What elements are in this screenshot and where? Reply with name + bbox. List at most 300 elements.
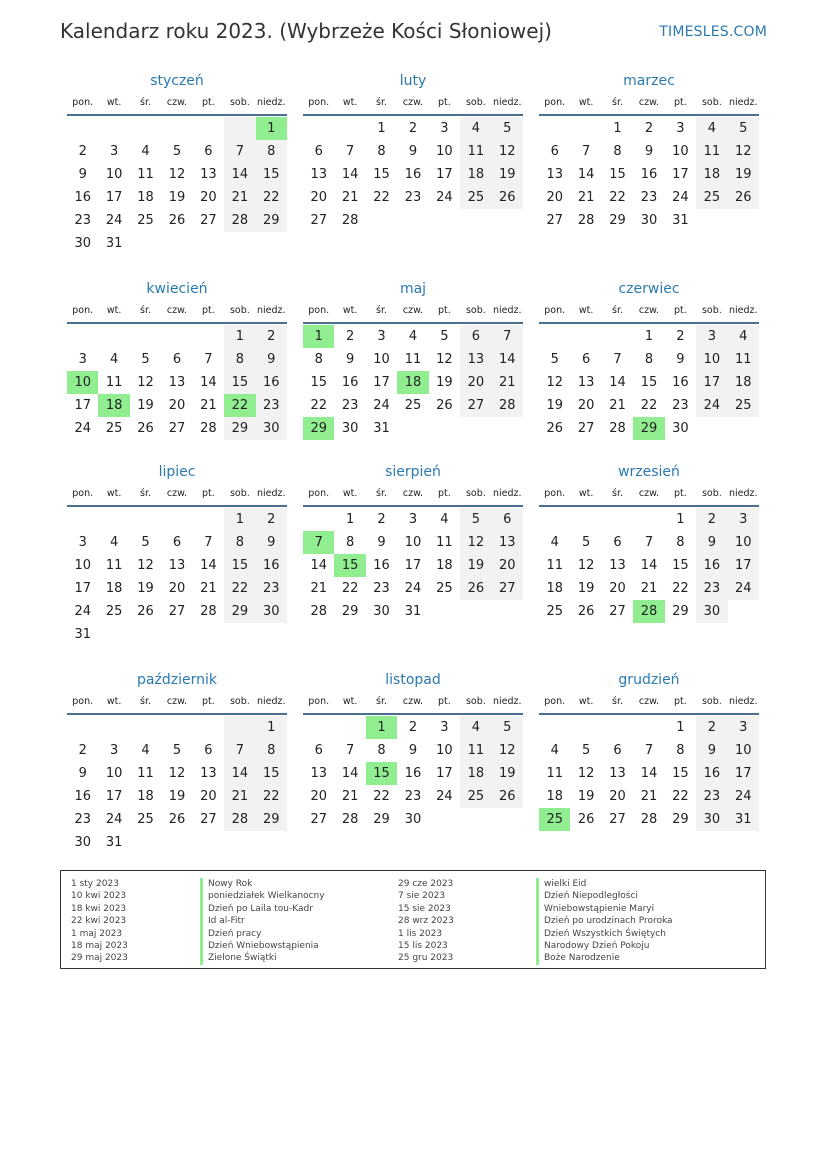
month-name: grudzień — [618, 672, 680, 688]
day-cell: 20 — [168, 581, 186, 596]
empty-cell — [366, 209, 397, 232]
weekday-label: śr. — [140, 305, 152, 316]
day-cell: 30 — [256, 417, 287, 440]
weekday-label: pt. — [438, 305, 451, 316]
day-cell: 3 — [109, 144, 119, 159]
empty-cell — [224, 117, 255, 140]
day-cell: 15 — [310, 375, 327, 390]
day-cell: 12 — [492, 739, 523, 762]
day-cell: 18 — [460, 762, 491, 785]
day-cell: 3 — [676, 121, 685, 136]
day-cell: 26 — [492, 785, 523, 808]
day-cell: 16 — [404, 167, 422, 182]
weekday-header — [67, 691, 287, 715]
day-cell: 10 — [696, 348, 727, 371]
day-cell: 23 — [404, 789, 422, 804]
day-cell: 6 — [314, 743, 323, 758]
day-cell: 19 — [168, 190, 186, 205]
day-cell: 6 — [204, 144, 213, 159]
day-cell: 9 — [78, 766, 87, 781]
weekday-label: pon. — [544, 305, 566, 316]
weekday-label: wt. — [106, 488, 122, 499]
weekday-label: niedz. — [729, 97, 758, 108]
day-cell: 23 — [74, 213, 91, 228]
day-cell: 23 — [672, 398, 689, 413]
day-cell: 11 — [436, 535, 453, 550]
day-cell: 8 — [613, 144, 622, 159]
legend-holiday-name: Narodowy Dzień Pokoju — [536, 940, 673, 952]
day-cell: 29 — [224, 600, 255, 623]
weekday-label: pon. — [308, 696, 330, 707]
day-cell: 15 — [373, 167, 390, 182]
weekday-header — [67, 483, 287, 507]
day-cell: 17 — [728, 554, 759, 577]
weekday-label: niedz. — [493, 696, 522, 707]
day-cell: 12 — [546, 375, 563, 390]
weekday-label: śr. — [612, 696, 624, 707]
day-cell: 29 — [672, 812, 689, 827]
empty-cell — [728, 600, 759, 623]
weekday-label: śr. — [376, 696, 388, 707]
day-cell: 2 — [676, 329, 685, 344]
day-cell: 20 — [577, 398, 595, 413]
day-cell: 28 — [224, 209, 255, 232]
day-cell: 19 — [168, 789, 186, 804]
day-cell: 4 — [550, 535, 559, 550]
holiday-day: 15 — [366, 762, 397, 785]
day-cell: 31 — [105, 236, 123, 251]
weekday-label: niedz. — [257, 305, 286, 316]
day-cell: 6 — [172, 352, 182, 367]
day-cell: 7 — [224, 140, 255, 163]
day-cell: 14 — [609, 375, 626, 390]
day-cell: 13 — [492, 531, 523, 554]
weekday-header — [539, 92, 759, 116]
legend-holiday-name: Dzień po Laila tou-Kadr — [200, 903, 325, 915]
day-cell: 16 — [256, 554, 287, 577]
day-cell: 12 — [137, 375, 154, 390]
day-cell: 26 — [492, 186, 523, 209]
day-cell: 3 — [440, 121, 449, 136]
day-cell: 18 — [546, 581, 563, 596]
day-cell: 27 — [577, 421, 595, 436]
legend-date: 29 maj 2023 — [71, 953, 128, 964]
day-cell: 11 — [137, 167, 154, 182]
day-cell: 16 — [341, 375, 359, 390]
month-block — [539, 71, 759, 232]
day-cell: 3 — [696, 325, 727, 348]
day-cell: 26 — [546, 421, 563, 436]
day-cell: 14 — [310, 558, 327, 573]
day-cell: 2 — [644, 121, 654, 136]
day-cell: 14 — [341, 167, 359, 182]
legend-holiday-name: Id al-Fitr — [200, 915, 325, 927]
legend-date: 1 lis 2023 — [398, 928, 443, 939]
day-cell: 11 — [460, 140, 491, 163]
holiday-day: 29 — [303, 417, 334, 440]
weekday-label: czw. — [166, 305, 188, 316]
day-cell: 26 — [168, 213, 186, 228]
day-cell: 22 — [672, 789, 689, 804]
day-cell: 17 — [672, 167, 689, 182]
day-cell: 21 — [609, 398, 626, 413]
day-cell: 23 — [74, 812, 91, 827]
day-cell: 27 — [492, 577, 523, 600]
day-cell: 14 — [577, 167, 595, 182]
day-cell: 5 — [728, 117, 759, 140]
day-grid — [539, 716, 759, 831]
weekday-label: pt. — [674, 488, 687, 499]
weekday-label: pon. — [544, 696, 566, 707]
weekday-label: wt. — [578, 305, 594, 316]
day-cell: 15 — [640, 375, 658, 390]
day-cell: 19 — [546, 398, 563, 413]
day-cell: 29 — [224, 417, 255, 440]
day-cell: 3 — [109, 743, 119, 758]
day-cell: 19 — [577, 789, 595, 804]
day-cell: 5 — [492, 716, 523, 739]
day-cell: 6 — [314, 144, 323, 159]
weekday-label: sob. — [701, 488, 722, 499]
day-cell: 25 — [137, 812, 154, 827]
weekday-label: czw. — [638, 97, 660, 108]
day-cell: 2 — [408, 720, 418, 735]
day-cell: 13 — [200, 167, 217, 182]
weekday-label: śr. — [612, 305, 624, 316]
day-cell: 22 — [373, 789, 390, 804]
day-cell: 2 — [696, 716, 727, 739]
day-cell: 12 — [168, 167, 186, 182]
month-name: sierpień — [385, 464, 441, 480]
empty-cell — [696, 417, 727, 440]
day-cell: 25 — [546, 604, 563, 619]
legend-date: 15 lis 2023 — [398, 940, 448, 951]
empty-cell — [570, 716, 601, 739]
empty-cell — [334, 117, 365, 140]
day-cell: 28 — [200, 421, 217, 436]
day-cell: 24 — [105, 812, 123, 827]
day-cell: 9 — [696, 739, 727, 762]
legend-holiday-name: Boże Narodzenie — [536, 952, 673, 964]
day-cell: 18 — [436, 558, 453, 573]
month-block — [303, 71, 523, 232]
month-name: wrzesień — [618, 464, 680, 480]
day-cell: 6 — [492, 508, 523, 531]
weekday-label: wt. — [342, 305, 358, 316]
day-cell: 25 — [460, 785, 491, 808]
weekday-label: sob. — [229, 488, 250, 499]
holiday-day: 18 — [397, 371, 428, 394]
weekday-label: sob. — [701, 305, 722, 316]
brand-link[interactable]: TIMESLES.COM — [659, 24, 767, 40]
legend-holiday-name: Dzień Wniebowstąpienia — [200, 940, 325, 952]
month-name: luty — [399, 73, 427, 89]
day-cell: 1 — [644, 329, 654, 344]
day-cell: 25 — [105, 604, 123, 619]
day-cell: 9 — [345, 352, 355, 367]
day-cell: 12 — [492, 140, 523, 163]
day-cell: 16 — [640, 167, 658, 182]
day-cell: 1 — [676, 720, 685, 735]
weekday-label: wt. — [342, 696, 358, 707]
empty-cell — [303, 508, 334, 531]
day-cell: 31 — [105, 835, 123, 850]
day-cell: 30 — [256, 600, 287, 623]
day-cell: 17 — [436, 167, 453, 182]
weekday-label: pt. — [202, 488, 215, 499]
empty-cell — [193, 716, 224, 739]
legend-names-left — [200, 878, 325, 965]
day-cell: 24 — [728, 577, 759, 600]
month-name: maj — [399, 281, 427, 297]
month-block — [67, 71, 287, 255]
day-cell: 28 — [310, 604, 327, 619]
holiday-day: 15 — [334, 554, 365, 577]
day-cell: 20 — [460, 371, 491, 394]
day-grid — [303, 117, 523, 232]
weekday-label: pt. — [438, 696, 451, 707]
day-cell: 12 — [436, 352, 453, 367]
day-cell: 3 — [728, 716, 759, 739]
weekday-label: pt. — [674, 97, 687, 108]
day-cell: 25 — [460, 186, 491, 209]
day-cell: 21 — [640, 581, 658, 596]
weekday-label: pt. — [202, 305, 215, 316]
day-cell: 8 — [345, 535, 355, 550]
month-name: lipiec — [158, 464, 196, 480]
day-cell: 18 — [137, 190, 154, 205]
day-cell: 7 — [204, 535, 213, 550]
day-cell: 21 — [200, 581, 217, 596]
day-cell: 5 — [141, 535, 150, 550]
day-cell: 3 — [408, 512, 418, 527]
day-cell: 1 — [345, 512, 355, 527]
legend-date: 1 maj 2023 — [71, 928, 123, 939]
day-cell: 6 — [613, 743, 622, 758]
weekday-label: sob. — [465, 97, 486, 108]
empty-cell — [224, 831, 255, 854]
day-cell: 13 — [200, 766, 217, 781]
day-cell: 31 — [74, 627, 91, 642]
empty-cell — [130, 716, 161, 739]
day-cell: 15 — [256, 762, 287, 785]
day-cell: 7 — [581, 144, 591, 159]
day-cell: 27 — [168, 604, 186, 619]
empty-cell — [224, 623, 255, 646]
day-cell: 5 — [581, 535, 591, 550]
day-cell: 12 — [577, 766, 595, 781]
day-cell: 23 — [696, 785, 727, 808]
day-cell: 19 — [460, 554, 491, 577]
day-cell: 17 — [105, 789, 123, 804]
day-cell: 14 — [640, 558, 658, 573]
empty-cell — [602, 716, 633, 739]
weekday-label: czw. — [166, 696, 188, 707]
weekday-label: sob. — [465, 305, 486, 316]
day-cell: 14 — [200, 375, 217, 390]
day-cell: 5 — [141, 352, 150, 367]
day-cell: 2 — [78, 144, 87, 159]
empty-cell — [130, 623, 161, 646]
weekday-label: sob. — [465, 696, 486, 707]
weekday-label: pt. — [202, 97, 215, 108]
day-cell: 14 — [640, 766, 658, 781]
day-cell: 20 — [609, 789, 626, 804]
day-cell: 2 — [345, 329, 355, 344]
day-cell: 1 — [377, 121, 386, 136]
empty-cell — [539, 508, 570, 531]
day-cell: 7 — [204, 352, 213, 367]
day-cell: 3 — [728, 508, 759, 531]
day-cell: 25 — [105, 421, 123, 436]
day-cell: 2 — [377, 512, 386, 527]
empty-cell — [303, 117, 334, 140]
day-cell: 28 — [640, 812, 658, 827]
legend-date: 7 sie 2023 — [398, 891, 446, 902]
day-cell: 23 — [341, 398, 359, 413]
day-cell: 12 — [460, 531, 491, 554]
day-cell: 21 — [341, 789, 359, 804]
month-name: styczeń — [150, 73, 204, 89]
day-cell: 23 — [373, 581, 390, 596]
day-cell: 10 — [436, 144, 453, 159]
day-cell: 8 — [644, 352, 654, 367]
day-cell: 11 — [105, 558, 123, 573]
day-cell: 26 — [460, 577, 491, 600]
day-cell: 3 — [440, 720, 449, 735]
weekday-label: niedz. — [729, 696, 758, 707]
day-cell: 29 — [341, 604, 359, 619]
day-cell: 8 — [377, 743, 386, 758]
day-cell: 2 — [256, 325, 287, 348]
day-cell: 28 — [341, 812, 359, 827]
day-cell: 15 — [224, 554, 255, 577]
weekday-header — [303, 92, 523, 116]
day-grid — [539, 325, 759, 440]
day-cell: 27 — [609, 812, 626, 827]
day-cell: 8 — [377, 144, 386, 159]
holiday-day: 1 — [256, 117, 287, 140]
weekday-header — [67, 92, 287, 116]
day-cell: 15 — [609, 167, 626, 182]
day-cell: 16 — [696, 554, 727, 577]
day-grid — [303, 716, 523, 831]
empty-cell — [256, 623, 287, 646]
day-cell: 26 — [577, 812, 595, 827]
weekday-label: sob. — [701, 97, 722, 108]
day-cell: 5 — [492, 117, 523, 140]
day-cell: 12 — [137, 558, 154, 573]
weekday-label: pon. — [308, 488, 330, 499]
day-cell: 6 — [460, 325, 491, 348]
day-cell: 21 — [492, 371, 523, 394]
day-cell: 24 — [672, 190, 689, 205]
day-cell: 27 — [546, 213, 563, 228]
day-cell: 29 — [256, 808, 287, 831]
day-cell: 10 — [404, 535, 422, 550]
day-cell: 4 — [141, 144, 150, 159]
day-cell: 31 — [404, 604, 422, 619]
day-cell: 10 — [373, 352, 390, 367]
day-cell: 23 — [256, 394, 287, 417]
day-cell: 27 — [200, 812, 217, 827]
day-cell: 29 — [672, 604, 689, 619]
day-cell: 30 — [74, 835, 91, 850]
weekday-label: czw. — [166, 488, 188, 499]
day-cell: 7 — [345, 144, 355, 159]
day-cell: 13 — [310, 167, 327, 182]
day-cell: 20 — [492, 554, 523, 577]
day-cell: 16 — [696, 762, 727, 785]
day-cell: 9 — [78, 167, 87, 182]
empty-cell — [161, 325, 192, 348]
month-block — [67, 462, 287, 646]
empty-cell — [67, 508, 98, 531]
day-cell: 11 — [460, 739, 491, 762]
day-cell: 9 — [256, 348, 287, 371]
day-cell: 13 — [609, 558, 626, 573]
day-cell: 24 — [404, 581, 422, 596]
day-cell: 10 — [436, 743, 453, 758]
legend-date: 15 sie 2023 — [398, 903, 451, 914]
day-cell: 4 — [460, 716, 491, 739]
day-cell: 13 — [168, 558, 186, 573]
day-cell: 26 — [168, 812, 186, 827]
day-cell: 2 — [408, 121, 418, 136]
day-cell: 10 — [672, 144, 689, 159]
weekday-label: wt. — [342, 488, 358, 499]
day-cell: 7 — [224, 739, 255, 762]
day-cell: 28 — [492, 394, 523, 417]
day-cell: 26 — [577, 604, 595, 619]
empty-cell — [728, 417, 759, 440]
month-block — [67, 279, 287, 440]
empty-cell — [130, 325, 161, 348]
weekday-label: czw. — [402, 696, 424, 707]
weekday-label: sob. — [229, 696, 250, 707]
day-cell: 9 — [644, 144, 654, 159]
legend-holiday-name: Wniebowstąpienie Maryi — [536, 903, 673, 915]
day-cell: 21 — [224, 186, 255, 209]
weekday-label: śr. — [612, 488, 624, 499]
day-cell: 15 — [224, 371, 255, 394]
day-cell: 21 — [577, 190, 595, 205]
empty-cell — [224, 232, 255, 255]
empty-cell — [303, 716, 334, 739]
day-cell: 9 — [377, 535, 386, 550]
day-cell: 16 — [74, 789, 91, 804]
day-cell: 13 — [168, 375, 186, 390]
day-cell: 11 — [105, 375, 123, 390]
day-cell: 13 — [460, 348, 491, 371]
weekday-label: niedz. — [257, 488, 286, 499]
day-cell: 7 — [492, 325, 523, 348]
day-grid — [67, 508, 287, 646]
month-block — [303, 279, 523, 440]
weekday-label: pon. — [544, 97, 566, 108]
day-cell: 10 — [105, 766, 123, 781]
empty-cell — [256, 831, 287, 854]
day-cell: 2 — [78, 743, 87, 758]
weekday-label: śr. — [376, 488, 388, 499]
weekday-label: pon. — [544, 488, 566, 499]
weekday-label: pon. — [72, 488, 94, 499]
day-cell: 19 — [137, 581, 154, 596]
day-cell: 14 — [492, 348, 523, 371]
day-cell: 5 — [460, 508, 491, 531]
empty-cell — [193, 117, 224, 140]
weekday-label: pon. — [308, 305, 330, 316]
